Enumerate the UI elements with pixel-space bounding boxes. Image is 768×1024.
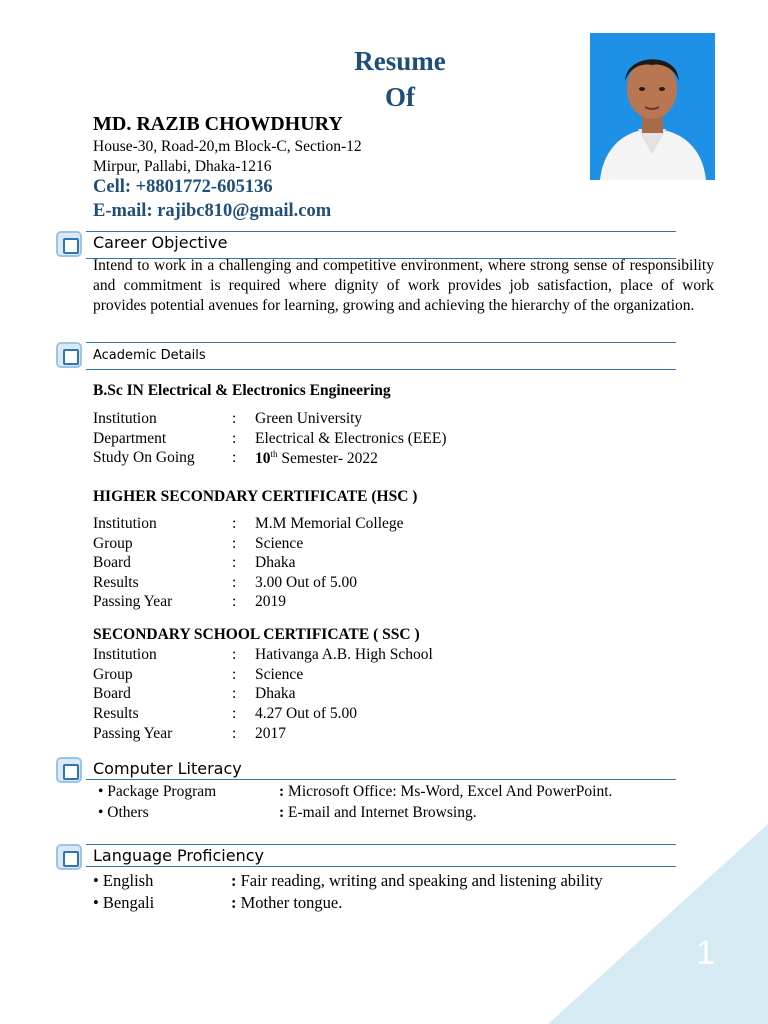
row-value: M.M Memorial College [255, 515, 404, 532]
item-text: Fair reading, writing and speaking and listening ability [236, 871, 603, 890]
row-separator: : [232, 449, 237, 466]
profile-photo-image [590, 33, 715, 180]
computer-item [98, 783, 708, 803]
semester-rest: Semester- 2022 [277, 450, 378, 468]
row-label: Group [93, 666, 133, 683]
row-label: Institution [93, 515, 157, 532]
item-label: • Others [98, 804, 149, 821]
section-heading: Computer Literacy [93, 759, 242, 778]
ssc-row [93, 725, 693, 745]
row-value: 4.27 Out of 5.00 [255, 705, 358, 722]
item-value [279, 804, 477, 822]
ssc-title: SECONDARY SCHOOL CERTIFICATE ( SSC ) [93, 626, 420, 643]
row-separator: : [232, 574, 237, 591]
row-separator: : [232, 535, 237, 552]
row-separator: : [232, 554, 237, 571]
row-separator: : [232, 430, 237, 447]
row-label: Board [93, 554, 131, 571]
row-label: Group [93, 535, 133, 552]
row-value: 3.00 Out of 5.00 [255, 574, 358, 591]
row-value: Dhaka [255, 685, 296, 702]
section-heading: Academic Details [93, 348, 206, 363]
section-checkbox-icon [56, 844, 82, 870]
section-checkbox-icon [56, 757, 82, 783]
item-label: • Package Program [98, 783, 217, 800]
row-value: Green University [255, 410, 363, 427]
item-text: Microsoft Office: Ms-Word, Excel And PowerPoint. [284, 783, 613, 800]
row-label: Study On Going [93, 449, 195, 466]
bsc-title: B.Sc IN Electrical & Electronics Engineering [93, 382, 391, 399]
row-separator: : [232, 593, 237, 610]
row-separator: : [232, 646, 237, 663]
career-objective-text: Intend to work in a challenging and competitive environment, where strong sense of responsibility and commitment is required where dignity of work provides job satisfaction, place of work provides potential avenues for learning, growing and achieving the hierarchy of the organization. [93, 257, 714, 314]
hsc-title: HIGHER SECONDARY CERTIFICATE (HSC ) [93, 488, 418, 505]
bsc-row [93, 410, 693, 430]
row-value [255, 449, 378, 468]
hsc-row [93, 593, 693, 613]
row-label: Department [93, 430, 167, 447]
row-separator: : [232, 685, 237, 702]
row-label: Results [93, 705, 139, 722]
address-line-1: House-30, Road-20,m Block-C, Section-12 [93, 138, 362, 155]
section-divider [86, 342, 676, 343]
row-value: Science [255, 666, 304, 683]
resume-title-of: Of [385, 82, 415, 112]
section-divider [86, 369, 676, 370]
item-value [231, 871, 603, 891]
section-checkbox-icon [56, 231, 82, 257]
semester-number: 10 [255, 450, 271, 468]
section-academic-details [56, 342, 676, 370]
address-line-2: Mirpur, Pallabi, Dhaka-1216 [93, 158, 272, 175]
section-heading: Language Proficiency [93, 846, 264, 865]
section-computer-literacy [56, 757, 676, 785]
row-separator: : [232, 705, 237, 722]
hsc-row [93, 535, 693, 555]
item-separator: : [231, 893, 237, 912]
row-label: Passing Year [93, 593, 173, 610]
bsc-row [93, 430, 693, 450]
row-label: Institution [93, 646, 157, 663]
item-separator: : [231, 871, 237, 890]
row-separator: : [232, 666, 237, 683]
item-label: • English [93, 871, 154, 890]
row-label: Results [93, 574, 139, 591]
item-text: Mother tongue. [236, 893, 343, 912]
email-address: E-mail: rajibc810@gmail.com [93, 201, 332, 221]
hsc-row [93, 554, 693, 574]
page-number: 1 [696, 934, 715, 972]
person-name: MD. RAZIB CHOWDHURY [93, 113, 343, 135]
hsc-row [93, 515, 693, 535]
row-label: Institution [93, 410, 157, 427]
row-value: Hativanga A.B. High School [255, 646, 433, 663]
item-value [231, 893, 342, 913]
row-value: 2019 [255, 593, 286, 610]
item-label: • Bengali [93, 893, 155, 912]
computer-item [98, 804, 708, 824]
item-value [279, 783, 612, 801]
ssc-row [93, 646, 693, 666]
item-separator: : [279, 783, 285, 800]
row-value: Science [255, 535, 304, 552]
profile-photo [590, 33, 715, 180]
ssc-row [93, 666, 693, 686]
cell-number: Cell: +8801772-605136 [93, 177, 273, 197]
row-label: Board [93, 685, 131, 702]
semester-suffix: th [270, 449, 278, 459]
section-checkbox-icon [56, 342, 82, 368]
row-separator: : [232, 515, 237, 532]
hsc-row [93, 574, 693, 594]
corner-decoration [548, 824, 768, 1024]
row-separator: : [232, 725, 237, 742]
item-text: E-mail and Internet Browsing. [284, 804, 477, 821]
item-separator: : [279, 804, 285, 821]
ssc-row [93, 685, 693, 705]
row-value: Dhaka [255, 554, 296, 571]
ssc-row [93, 705, 693, 725]
row-value: 2017 [255, 725, 286, 742]
section-heading: Career Objective [93, 233, 228, 252]
section-divider [86, 779, 676, 780]
row-value: Electrical & Electronics (EEE) [255, 430, 447, 447]
resume-title: Resume [354, 46, 446, 76]
bsc-row [93, 449, 693, 469]
row-separator: : [232, 410, 237, 427]
row-label: Passing Year [93, 725, 173, 742]
section-divider [86, 231, 676, 232]
section-career-objective [56, 231, 676, 259]
